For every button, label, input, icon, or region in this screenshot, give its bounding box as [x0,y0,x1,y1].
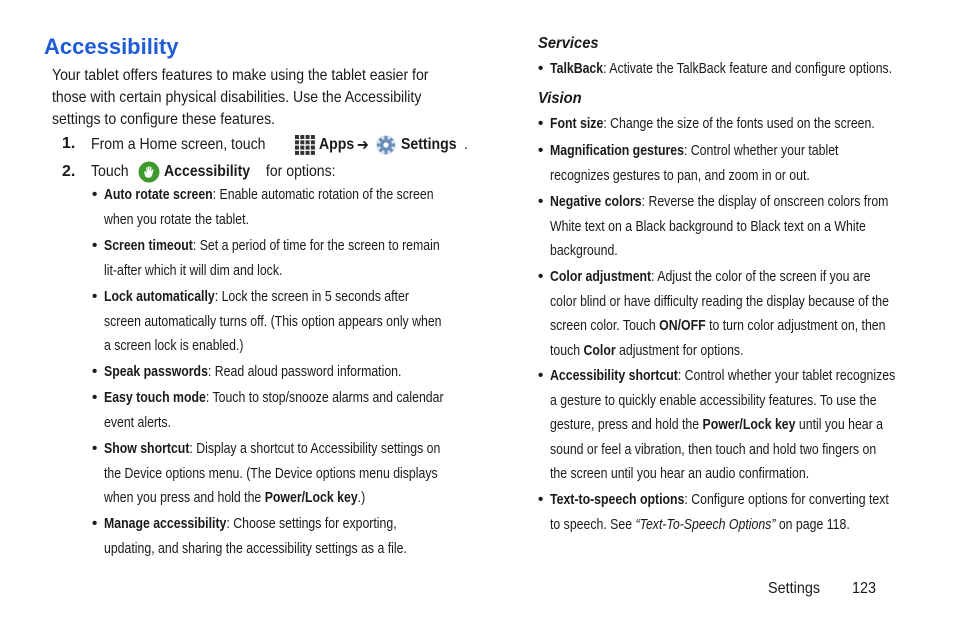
option-term: Font size [550,115,604,132]
option-desc: : Choose settings for exporting, [226,515,397,532]
option-term: Show shortcut [104,440,190,457]
bullet-dot: • [538,142,544,159]
key-name: Power/Lock key [264,489,358,506]
option-term: Manage accessibility [104,515,227,532]
services-heading: Services [538,35,599,52]
footer-section-name: Settings [768,580,821,597]
option-desc: adjustment for options. [615,341,744,359]
apps-grid-icon [295,135,315,155]
page-title: Accessibility [44,34,179,59]
step-number: 1. [62,135,76,152]
option-desc: the screen until you hear an audio confirmation. [550,465,810,482]
bullet-dot: • [538,193,544,210]
accessibility-hand-icon [138,161,160,183]
option-desc: gesture, press and hold the [550,416,703,433]
intro-line: Your tablet offers features to make using the tablet easier for [52,67,429,84]
option-desc: .) [357,489,366,506]
option-desc: until you hear a [795,416,884,433]
option-desc: on page 118. [775,515,850,533]
option-desc: : Read aloud password information. [207,363,402,380]
option-desc: : Lock the screen in 5 seconds after [214,288,409,305]
option-term: Color adjustment [550,268,652,285]
option-term: Easy touch mode [104,389,206,406]
bullet-dot: • [92,389,98,406]
page-number: 123 [852,580,877,597]
bullet-dot: • [92,440,98,457]
option-term: Screen timeout [104,237,193,254]
option-desc: when you rotate the tablet. [104,210,249,228]
option-desc: the Device options menu. (The Device options menu displays [104,464,438,482]
option-desc: : Control whether your tablet recognizes [677,367,896,384]
arrow-symbol: ➔ [357,137,370,154]
option-desc: : Display a shortcut to Accessibility settings on [189,440,441,457]
option-term: Lock automatically [104,288,215,305]
option-term: Text-to-speech options [550,491,685,508]
option-desc: to speech. See [550,515,636,533]
intro-line: settings to configure these features. [52,111,276,128]
option-desc: : Change the size of the fonts used on the screen. [603,115,875,132]
settings-label: Settings [400,136,457,153]
option-desc: screen color. Touch [550,317,660,334]
step-text: . [463,136,468,153]
option-desc: background. [550,242,618,259]
option-desc: a gesture to quickly enable accessibility features. To use the [550,391,877,409]
option-desc: : Reverse the display of onscreen colors from [641,193,889,210]
accessibility-label: Accessibility [163,163,250,180]
bullet-dot: • [92,515,98,532]
key-name: ON/OFF [659,317,706,334]
bullet-dot: • [92,237,98,254]
option-desc: : Configure options for converting text [684,491,889,508]
option-term: Negative colors [550,193,642,210]
option-desc: : Touch to stop/snooze alarms and calendar [205,389,444,406]
option-desc: : Enable automatic rotation of the screen [212,186,434,203]
option-term: Accessibility shortcut [550,367,678,384]
intro-paragraph [52,65,480,131]
vision-heading: Vision [538,90,582,107]
option-desc: screen automatically turns off. (This option appears only when [104,312,442,330]
key-name: Power/Lock key [702,416,796,433]
bullet-dot: • [538,115,544,132]
option-desc: sound or feel a vibration, then touch and hold two fingers on [550,440,877,458]
bullet-dot: • [92,288,98,305]
bullet-dot: • [92,186,98,203]
step-text: Touch [91,163,129,180]
option-desc: to turn color adjustment on, then [705,317,886,334]
option-term: TalkBack [550,60,604,77]
intro-line: those with certain physical disabilities. Use the Accessibility [52,89,422,106]
bullet-dot: • [538,491,544,508]
option-desc: a screen lock is enabled.) [104,337,244,354]
option-desc: lit-after which it will dim and lock. [104,261,283,279]
apps-label: Apps [319,136,355,153]
cross-reference-link[interactable]: “Text-To-Speech Options” [635,515,776,533]
bullet-dot: • [538,268,544,285]
option-term: Auto rotate screen [104,186,213,203]
step-text: From a Home screen, touch [91,136,266,153]
option-desc: event alerts. [104,413,172,431]
key-name: Color [583,341,616,359]
option-desc: : Control whether your tablet [683,142,839,159]
option-desc: when you press and hold the [104,489,265,506]
option-desc: : Activate the TalkBack feature and configure options. [603,60,893,77]
option-desc: color blind or have difficulty reading the display because of the [550,292,889,310]
bullet-dot: • [538,60,544,77]
step-text: for options: [261,163,336,180]
option-desc: White text on a Black background to Black text on a White [550,217,866,235]
bullet-dot: • [92,363,98,380]
option-desc: touch [550,341,584,359]
bullet-dot: • [538,367,544,384]
option-desc: : Adjust the color of the screen if you are [651,268,871,285]
gear-icon [375,134,397,156]
step-number: 2. [62,163,76,180]
option-desc: recognizes gestures to pan, and zoom in or out. [550,166,810,184]
option-desc: updating, and sharing the accessibility settings as a file. [104,539,407,557]
option-desc: : Set a period of time for the screen to remain [192,237,440,254]
option-term: Speak passwords [104,363,208,380]
option-term: Magnification gestures [550,142,684,159]
